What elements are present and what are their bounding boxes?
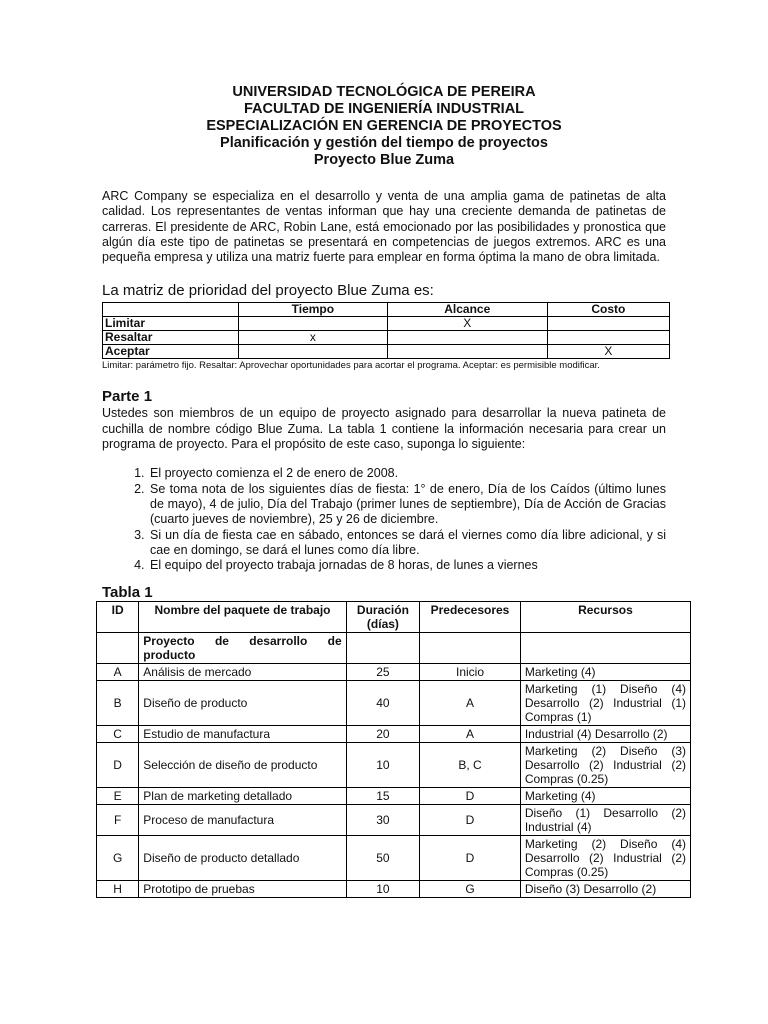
matrix-cell: X xyxy=(387,317,547,331)
cell-project-name: Proyecto de desarrollo de producto xyxy=(139,633,346,664)
list-item: 2. Se toma nota de los siguientes días de fiesta: 1° de enero, Día de los Caídos (último lunes de mayo), 4 de julio, Día del Trabajo (primer lunes de septiembre), Día de Acción de Gracias (cuarto jueves de noviembre), 25 y 26 de diciembre. xyxy=(148,482,666,528)
cell-id: D xyxy=(97,743,139,788)
cell-name: Proceso de manufactura xyxy=(139,805,346,836)
col-header-id: ID xyxy=(97,602,139,633)
cell-name: Diseño de producto detallado xyxy=(139,836,346,881)
table-row xyxy=(97,743,691,788)
specialization-name: ESPECIALIZACIÓN EN GERENCIA DE PROYECTOS xyxy=(206,118,562,134)
cell-name: Plan de marketing detallado xyxy=(139,788,346,805)
assumptions-list xyxy=(102,466,666,573)
list-item: 3. Si un día de fiesta cae en sábado, entonces se dará el viernes como día libre adicional, y si cae en domingo, se dará el lunes como día libre. xyxy=(148,528,666,559)
col-header-duration: Duración (días) xyxy=(346,602,419,633)
cell-resources: Marketing (4) xyxy=(520,788,690,805)
cell-duration: 25 xyxy=(346,664,419,681)
project-name: Proyecto Blue Zuma xyxy=(313,152,455,168)
matrix-cell: X xyxy=(547,345,669,359)
cell-duration: 40 xyxy=(346,681,419,726)
col-header-resources: Recursos xyxy=(520,602,690,633)
document-page xyxy=(102,84,686,898)
cell-id: G xyxy=(97,836,139,881)
matrix-col-header: Costo xyxy=(547,303,669,317)
col-header-predecessors: Predecesores xyxy=(420,602,521,633)
cell-id: A xyxy=(97,664,139,681)
cell-predecessors: A xyxy=(420,726,521,743)
parte-1-paragraph: Ustedes son miembros de un equipo de proyecto asignado para desarrollar la nueva patineta de cuchilla de nombre código Blue Zuma. La tabla 1 contiene la información necesaria para crear un programa de proyecto. Para el propósito de este caso, suponga lo siguiente: xyxy=(102,406,666,452)
list-item: 4. El equipo del proyecto trabaja jornadas de 8 horas, de lunes a viernes xyxy=(148,558,666,573)
table-row xyxy=(97,664,691,681)
cell-name: Prototipo de pruebas xyxy=(139,881,346,898)
faculty-name: FACULTAD DE INGENIERÍA INDUSTRIAL xyxy=(243,101,525,117)
cell-duration: 50 xyxy=(346,836,419,881)
matrix-corner-cell xyxy=(103,303,239,317)
cell-name: Análisis de mercado xyxy=(139,664,346,681)
table-row xyxy=(97,788,691,805)
matrix-cell: x xyxy=(239,331,388,345)
cell-predecessors: Inicio xyxy=(420,664,521,681)
matrix-cell xyxy=(547,317,669,331)
cell-resources: Marketing (2) Diseño (4) Desarrollo (2) Industrial (2) Compras (0.25) xyxy=(520,836,690,881)
table-row xyxy=(97,881,691,898)
cell-name: Diseño de producto xyxy=(139,681,346,726)
table-header-row xyxy=(97,602,691,633)
cell-resources: Diseño (1) Desarrollo (2) Industrial (4) xyxy=(520,805,690,836)
table-1-title: Tabla 1 xyxy=(102,584,153,602)
col-header-name: Nombre del paquete de trabajo xyxy=(139,602,346,633)
cell-predecessors: D xyxy=(420,805,521,836)
matrix-row-label: Aceptar xyxy=(103,345,239,359)
intro-paragraph: ARC Company se especializa en el desarrollo y venta de una amplia gama de patinetas de alta calidad. Los representantes de ventas informan que hay una creciente demanda de patinetas de carreras. El presidente de ARC, Robin Lane, está emocionado por las posibilidades y pronostica que algún día este tipo de patinetas se presentará en competencias de juegos extremos. ARC es una pequeña empresa y utiliza una matriz fuerte para emplear en forma óptima la mano de obra limitada. xyxy=(102,189,666,265)
university-name: UNIVERSIDAD TECNOLÓGICA DE PEREIRA xyxy=(232,84,536,100)
table-row xyxy=(97,633,691,664)
cell-predecessors: D xyxy=(420,836,521,881)
matrix-cell xyxy=(239,345,388,359)
course-name: Planificación y gestión del tiempo de proyectos xyxy=(220,135,548,151)
cell-resources: Diseño (3) Desarrollo (2) xyxy=(520,881,690,898)
cell-resources: Marketing (1) Diseño (4) Desarrollo (2) Industrial (1) Compras (1) xyxy=(520,681,690,726)
cell-predecessors: B, C xyxy=(420,743,521,788)
document-header xyxy=(102,84,666,169)
cell-duration: 15 xyxy=(346,788,419,805)
matrix-row xyxy=(103,331,670,345)
cell-duration: 30 xyxy=(346,805,419,836)
cell-duration xyxy=(346,633,419,664)
matrix-row xyxy=(103,345,670,359)
cell-id: F xyxy=(97,805,139,836)
cell-id xyxy=(97,633,139,664)
cell-predecessors: G xyxy=(420,881,521,898)
cell-name: Selección de diseño de producto xyxy=(139,743,346,788)
priority-matrix-table xyxy=(102,302,670,359)
cell-id: B xyxy=(97,681,139,726)
matrix-row-label: Resaltar xyxy=(103,331,239,345)
table-row xyxy=(97,726,691,743)
matrix-header-row xyxy=(103,303,670,317)
table-row xyxy=(97,836,691,881)
cell-id: C xyxy=(97,726,139,743)
cell-resources: Marketing (2) Diseño (3) Desarrollo (2) Industrial (2) Compras (0.25) xyxy=(520,743,690,788)
matrix-cell xyxy=(387,331,547,345)
cell-resources: Marketing (4) xyxy=(520,664,690,681)
cell-duration: 10 xyxy=(346,881,419,898)
table-row xyxy=(97,681,691,726)
table-row xyxy=(97,805,691,836)
cell-duration: 20 xyxy=(346,726,419,743)
cell-id: H xyxy=(97,881,139,898)
matrix-title: La matriz de prioridad del proyecto Blue Zuma es: xyxy=(102,282,434,300)
cell-predecessors xyxy=(420,633,521,664)
matrix-footnote: Limitar: parámetro fijo. Resaltar: Aprovechar oportunidades para acortar el programa. Aceptar: es permisible modificar. xyxy=(102,360,600,372)
matrix-col-header: Tiempo xyxy=(239,303,388,317)
cell-predecessors: D xyxy=(420,788,521,805)
cell-resources: Industrial (4) Desarrollo (2) xyxy=(520,726,690,743)
matrix-row xyxy=(103,317,670,331)
matrix-cell xyxy=(387,345,547,359)
matrix-cell xyxy=(239,317,388,331)
matrix-col-header: Alcance xyxy=(387,303,547,317)
cell-id: E xyxy=(97,788,139,805)
list-item: 1. El proyecto comienza el 2 de enero de 2008. xyxy=(148,466,666,481)
work-package-table xyxy=(96,601,691,898)
cell-name: Estudio de manufactura xyxy=(139,726,346,743)
matrix-cell xyxy=(547,331,669,345)
matrix-row-label: Limitar xyxy=(103,317,239,331)
section-title-parte-1: Parte 1 xyxy=(102,388,153,406)
cell-resources xyxy=(520,633,690,664)
cell-predecessors: A xyxy=(420,681,521,726)
cell-duration: 10 xyxy=(346,743,419,788)
